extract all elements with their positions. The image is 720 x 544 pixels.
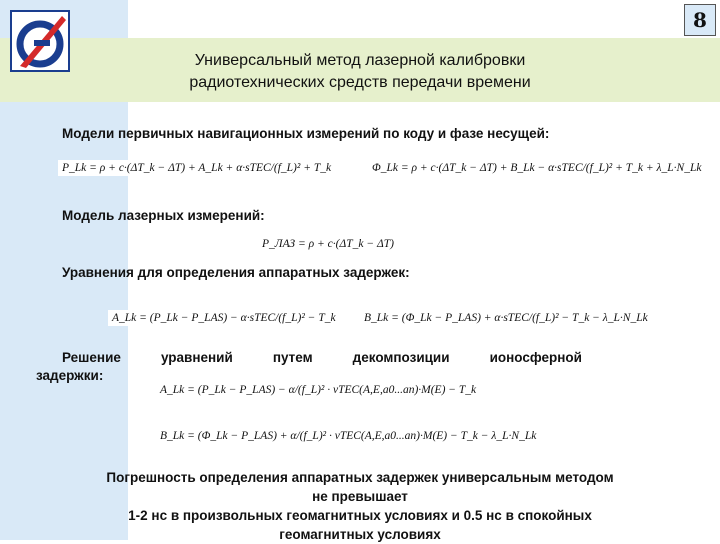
- formula-code-pseudorange: P_Lk = ρ + c·(ΔT_k − ΔT) + A_Lk + α·sTEC/(f_L)² + T_k: [58, 160, 335, 176]
- decomposition-word-4: декомпозиции: [352, 350, 450, 365]
- formula-delay-b: B_Lk = (Φ_Lk − P_LAS) + α·sTEC/(f_L)² − T_k − λ_L·N_Lk: [360, 310, 652, 326]
- decomposition-word-3: путем: [272, 350, 313, 365]
- formula-solution-a: A_Lk = (P_Lk − P_LAS) − α/(f_L)² · vTEC(A,E,a0...an)·M(E) − T_k: [156, 382, 480, 398]
- formula-solution-b: B_Lk = (Φ_Lk − P_LAS) + α/(f_L)² · vTEC(A,E,a0...an)·M(E) − T_k − λ_L·N_Lk: [156, 428, 540, 444]
- title-line-1: Универсальный метод лазерной калибровки: [194, 52, 526, 69]
- conclusion-line-3: 1-2 нс в произвольных геомагнитных условиях и 0.5 нс в спокойных: [128, 508, 592, 523]
- formula-delay-a: A_Lk = (P_Lk − P_LAS) − α·sTEC/(f_L)² − T_k: [108, 310, 340, 326]
- page-number: 8: [684, 4, 716, 36]
- decomposition-continuation: задержки:: [36, 368, 104, 383]
- conclusion-line-4: геомагнитных условиях: [279, 527, 441, 542]
- decomposition-word-1: Решение: [62, 350, 121, 365]
- title-line-2: радиотехнических средств передачи времени: [189, 74, 531, 91]
- formula-carrier-phase: Φ_Lk = ρ + c·(ΔT_k − ΔT) + B_Lk − α·sTEC/(f_L)² + T_k + λ_L·N_Lk: [368, 160, 705, 176]
- heading-equations: Уравнения для определения аппаратных задержек:: [62, 265, 410, 280]
- institution-logo: [10, 10, 70, 72]
- decomposition-word-5: ионосферной: [489, 350, 582, 365]
- conclusion-text: [40, 468, 680, 544]
- conclusion-line-2: не превышает: [312, 489, 408, 504]
- decomposition-word-2: уравнений: [160, 350, 233, 365]
- heading-primary-models: Модели первичных навигационных измерений по коду и фазе несущей:: [62, 126, 550, 141]
- conclusion-line-1: Погрешность определения аппаратных задержек универсальным методом: [106, 470, 614, 485]
- decomposition-text: [62, 350, 582, 365]
- heading-laser-model: Модель лазерных измерений:: [62, 208, 265, 223]
- formula-laser-range: P_ЛАЗ = ρ + c·(ΔT_k − ΔT): [258, 236, 398, 252]
- slide-title: [130, 50, 590, 94]
